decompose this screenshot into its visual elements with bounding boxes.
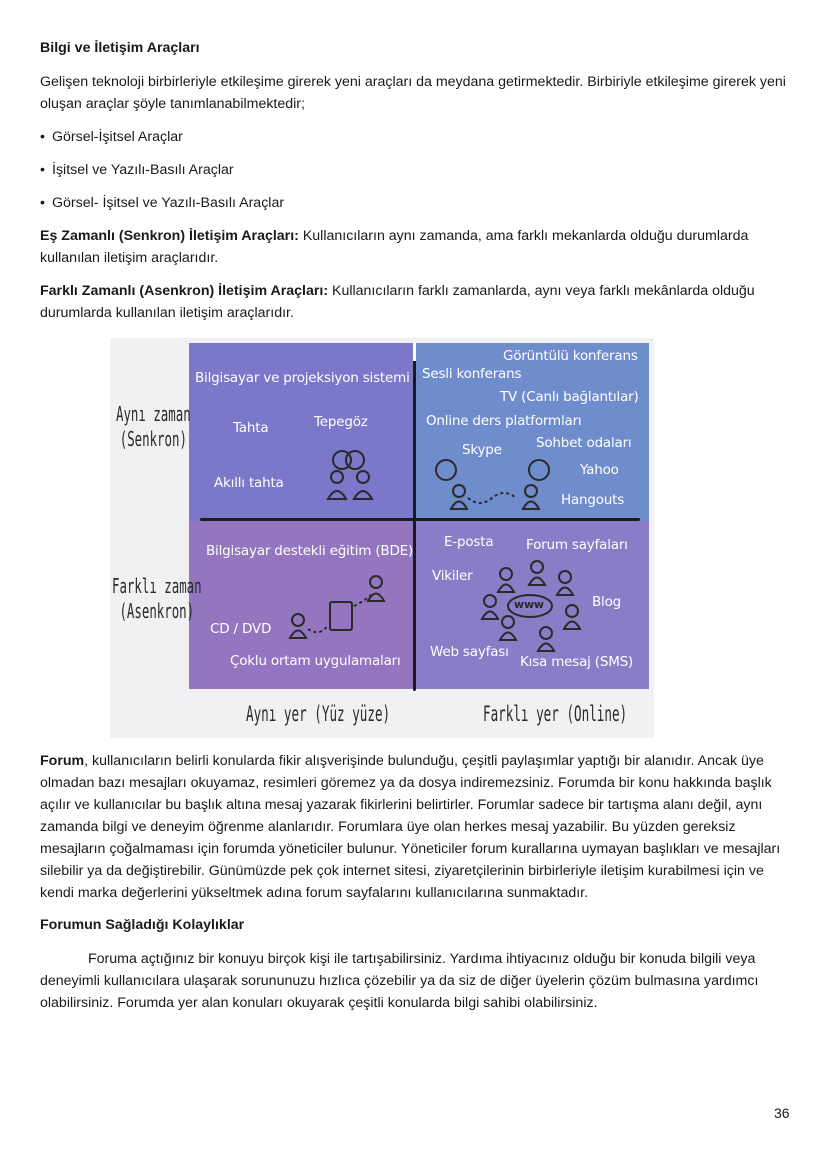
label-yahoo: Yahoo <box>580 462 619 478</box>
label-audio-conference: Sesli konferans <box>422 366 522 382</box>
label-board: Tahta <box>233 420 269 436</box>
label-tv-live: TV (Canlı bağlantılar) <box>500 389 639 405</box>
label-overhead-projector: Tepegöz <box>314 414 368 430</box>
label-video-conference: Görüntülü konferans <box>503 348 638 364</box>
label-cd-dvd: CD / DVD <box>210 621 272 637</box>
label-www: www <box>514 598 544 611</box>
page-content-lower <box>40 750 790 1025</box>
label-smart-board: Akıllı tahta <box>214 475 284 491</box>
label-online-platforms: Online ders platformları <box>426 413 582 429</box>
communication-tools-figure <box>110 338 654 738</box>
label-multimedia: Çoklu ortam uygulamaları <box>230 653 401 669</box>
label-wikis: Vikiler <box>432 568 473 584</box>
bullet-icon: • <box>40 195 45 211</box>
people-group-icon <box>328 451 372 499</box>
label-forum-pages: Forum sayfaları <box>526 537 628 553</box>
label-hangouts: Hangouts <box>561 492 625 508</box>
list-item: • Görsel- İşitsel ve Yazılı-Basılı Araçlar <box>40 192 790 214</box>
intro-paragraph: Gelişen teknoloji birbirleriyle etkileşime girerek yeni araçları da meydana getirmektedir. Birbiriyle etkileşime girerek yeni oluşan araçlar şöyle tanımlanabilmektedir; <box>40 74 786 112</box>
benefits-paragraph: Foruma açtığınız bir konuyu birçok kişi ile tartışabilirsiniz. Yardıma ihtiyacınız olduğu bir konuda bilgili veya deneyimli kullanıcılara ulaşarak sorununuzu hızlıca çözebilir ya da siz de diğer üyelerin çözüm bulmasına yardımcı olabilirsiniz. Forumda yer alan konuları okuyarak çeşitli konularda bilgi sahibi olabilirsiniz. <box>40 951 759 1011</box>
forum-paragraph: Forum, kullanıcıların belirli konularda fikir alışverişinde bulunduğu, çeşitli paylaşımlar yaptığı bir alanıdır. Ancak üye olmadan bazı mesajları okuyamaz, resimleri göremez ya da dosya indiremezsiniz. Forumda bir konu hakkında başlık açılır ve kullanıcılar bu başlık altına mesaj yazarak fikirlerini belirtirler. Forumlar sadece bir tartışma alanı değil, aynı zamanda bilgi ve deneyim öğrenme alanlarıdır. Forumlara üye olan herkes mesaj yazabilir. Bu yüzden gereksiz mesajların çoğalmaması için forumda yöneticiler bulunur. Yöneticiler forum kurallarına uymayan başlıkları ve mesajları silebilir ya da değiştirebilir. Günümüzde pek çok internet sitesi, ziyaretçilerinin birbirleriyle iletişim kurabilmesi için ve kendi marka değerlerini yükseltmek adına forum sayfalarını kullanıcılarına sunmaktadır. <box>40 753 781 901</box>
chat-people-icon <box>436 460 549 509</box>
page-content <box>40 38 790 335</box>
label-chat-rooms: Sohbet odaları <box>536 435 632 451</box>
axis-label-same-time: Aynı zaman (Senkron) <box>116 402 191 451</box>
label-email: E-posta <box>444 534 494 550</box>
axis-label-different-time: Farklı zaman (Asenkron) <box>112 574 202 623</box>
label-web-page: Web sayfası <box>430 644 509 660</box>
label-computer-projection: Bilgisayar ve projeksiyon sistemi <box>195 370 410 386</box>
section-heading-forum-benefits: Forumun Sağladığı Kolaylıklar <box>40 917 245 933</box>
sync-definition: Eş Zamanlı (Senkron) İletişim Araçları: Kullanıcıların aynı zamanda, ama farklı mekanlarda olduğu durumlarda kullanılan iletişim araçlarıdır. <box>40 228 749 266</box>
horizontal-divider <box>200 518 640 521</box>
page-number: 36 <box>774 1105 790 1121</box>
label-skype: Skype <box>462 442 502 458</box>
divider-gap <box>413 343 416 361</box>
section-heading-tools: Bilgi ve İletişim Araçları <box>40 40 200 56</box>
label-blog: Blog <box>592 594 622 610</box>
bullet-icon: • <box>40 162 45 178</box>
bullet-icon: • <box>40 129 45 145</box>
axis-label-same-place: Aynı yer (Yüz yüze) <box>246 702 391 726</box>
list-item: • İşitsel ve Yazılı-Basılı Araçlar <box>40 159 790 181</box>
label-cai: Bilgisayar destekli eğitim (BDE) <box>206 543 414 559</box>
label-sms: Kısa mesaj (SMS) <box>520 654 634 670</box>
axis-label-different-place: Farklı yer (Online) <box>483 702 628 726</box>
async-definition: Farklı Zamanlı (Asenkron) İletişim Araçları: Kullanıcıların farklı zamanlarda, aynı veya farklı mekânlarda olduğu durumlarda kullanılan iletişim araçlarıdır. <box>40 283 755 321</box>
list-item: • Görsel-İşitsel Araçlar <box>40 126 790 148</box>
file-sharing-icon <box>290 576 384 638</box>
vertical-divider <box>413 343 416 691</box>
